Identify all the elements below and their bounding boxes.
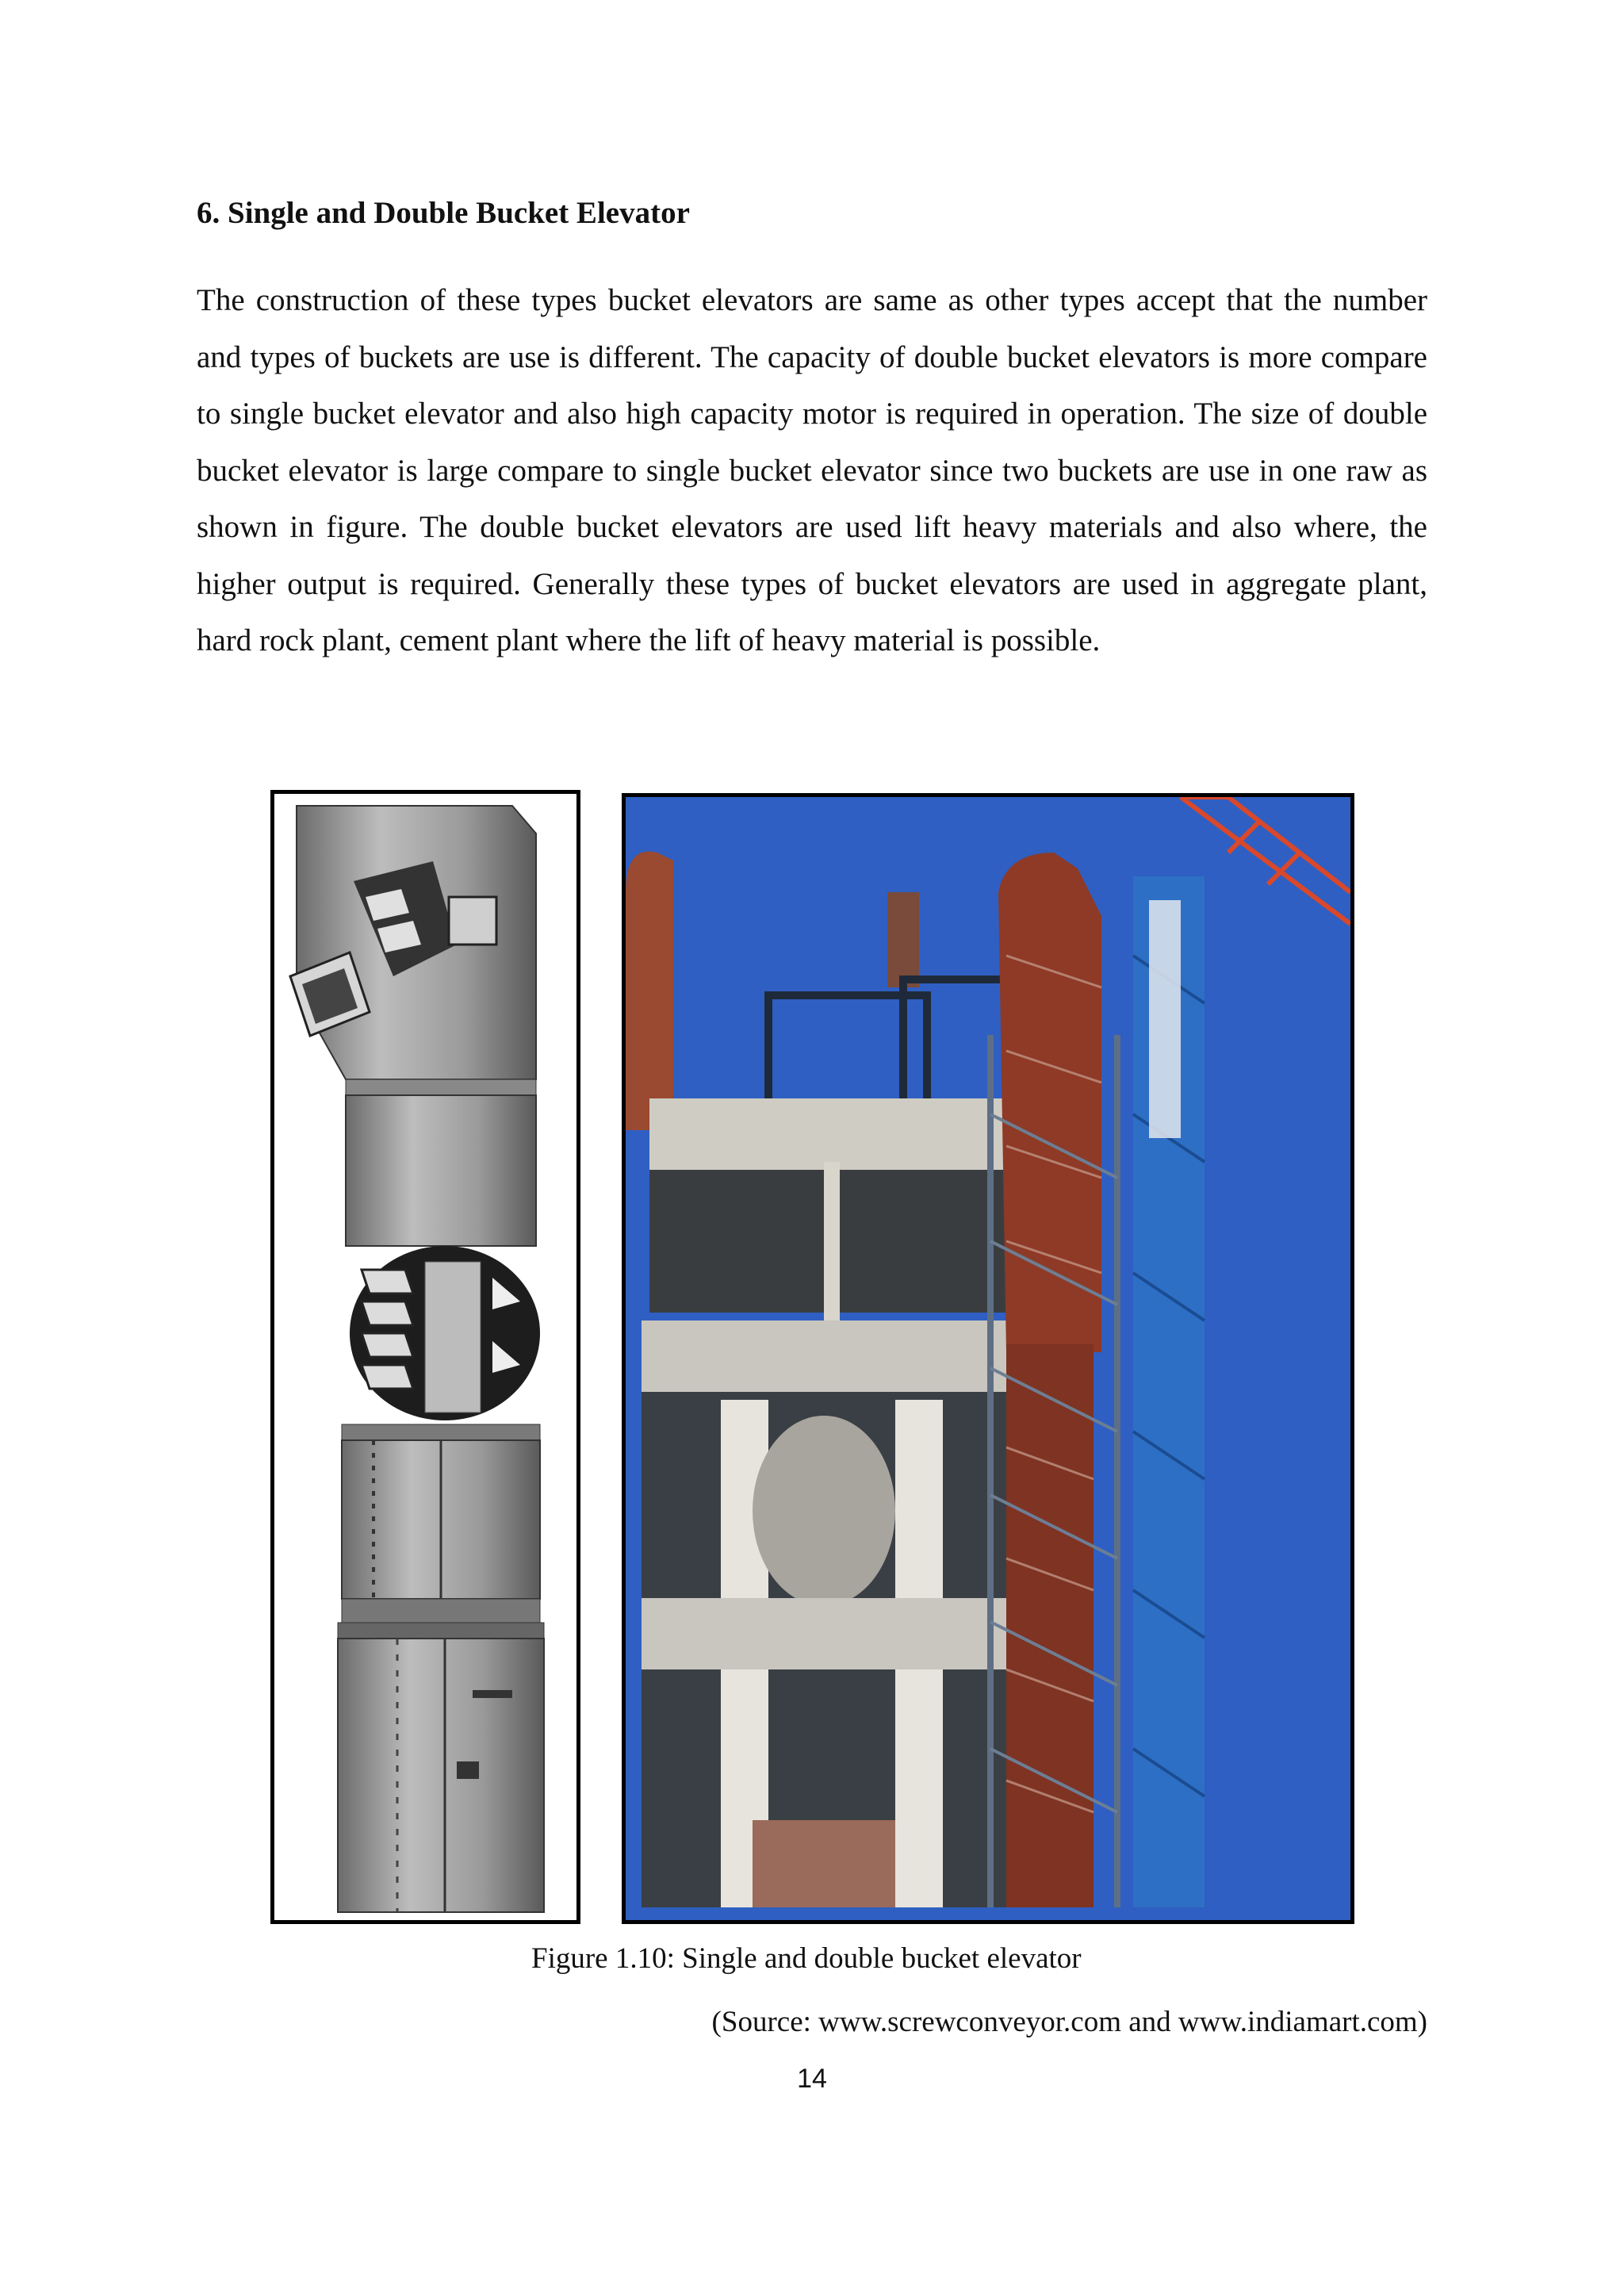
double-bucket-elevator-image <box>622 793 1354 1924</box>
single-bucket-elevator-image <box>270 790 580 1924</box>
single-bucket-elevator-drawing <box>274 794 576 1920</box>
page-number: 14 <box>797 2064 827 2094</box>
figure-source: (Source: www.screwconveyor.com and www.indiamart.com) <box>711 2006 1427 2038</box>
figure-caption: Figure 1.10: Single and double bucket elevator <box>531 1942 1082 1975</box>
body-paragraph: The construction of these types bucket elevators are same as other types accept that the number and types of buckets are use is different. The capacity of double bucket elevators is more compare to single bucket elevator and also high capacity motor is required in operation. The size of double bucket elevator is large compare to single bucket elevator since two buckets are use in one raw as shown in figure. The double bucket elevators are used lift heavy materials and also where, the higher output is required. Generally these types of bucket elevators are used in aggregate plant, hard rock plant, cement plant where the lift of heavy material is possible. <box>197 283 1427 657</box>
double-bucket-elevator-photo <box>626 797 1350 1920</box>
section-heading: 6. Single and Double Bucket Elevator <box>197 196 690 230</box>
